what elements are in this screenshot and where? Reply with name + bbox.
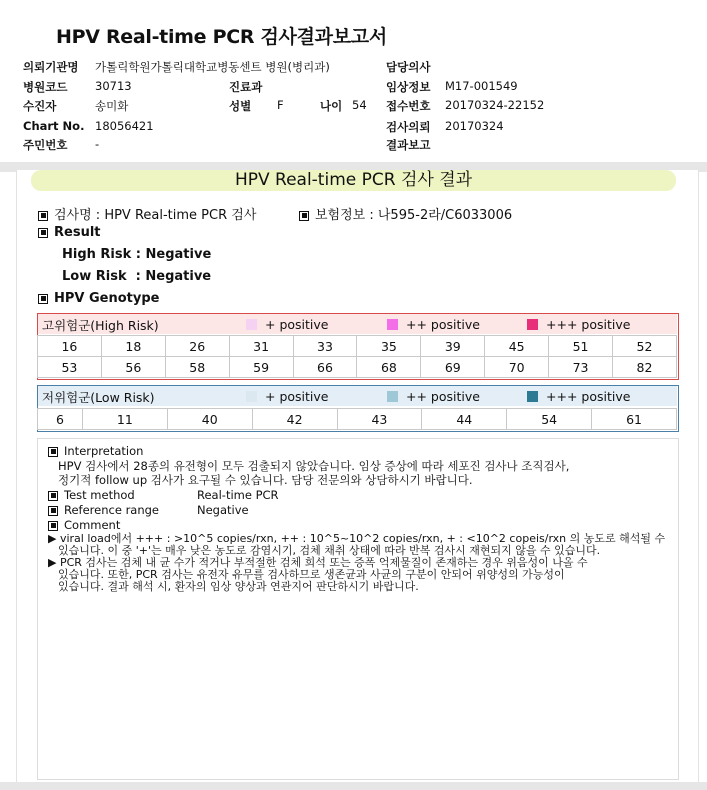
age-label: 나이: [320, 99, 343, 113]
hr-legend-2: [387, 317, 480, 332]
result-heading-line: [38, 225, 101, 240]
test-name: 검사명 : HPV Real-time PCR 검사: [54, 208, 257, 223]
low-risk-table: [37, 408, 677, 430]
clinical-label: 임상정보: [386, 80, 431, 94]
hr-legend-3: [527, 317, 630, 332]
hr-legend-1: [246, 317, 328, 332]
interpretation-text-2: 정기적 follow up 검사가 요구될 수 있습니다. 담당 전문의와 상담하시기 바랍니다.: [58, 473, 473, 487]
genotype-cell: 33: [293, 336, 357, 357]
receipt-label: 접수번호: [386, 99, 431, 113]
genotype-cell: 31: [229, 336, 293, 357]
genotype-cell: 35: [357, 336, 421, 357]
genotype-cell: 52: [613, 336, 677, 357]
genotype-cell: 68: [357, 357, 421, 378]
comment-text-1b: 있습니다. 이 중 '+'는 매우 낮은 농도로 감염시기, 검체 채취 상태에 따라 반복 검사시 재현되지 않을 수 있습니다.: [58, 544, 601, 557]
bullet-square-icon: [48, 506, 58, 516]
table-row: [38, 336, 677, 357]
insurance-line: [299, 204, 512, 223]
genotype-cell: 26: [165, 336, 229, 357]
request-date-value: 20170324: [445, 119, 504, 133]
examinee-label: 수진자: [23, 99, 57, 113]
resident-label: 주민번호: [23, 138, 68, 152]
result-report-label: 결과보고: [386, 138, 431, 152]
genotype-cell: 56: [101, 357, 165, 378]
genotype-cell: 53: [38, 357, 102, 378]
genotype-cell: 18: [101, 336, 165, 357]
genotype-cell: 39: [421, 336, 485, 357]
genotype-cell: 16: [38, 336, 102, 357]
comment-text-2a: ▶ PCR 검사는 검체 내 균 수가 적거나 부적절한 검체 희석 또는 증폭 억제물질이 존재하는 경우 위음성이 나올 수: [48, 556, 588, 569]
legend-swatch: [527, 319, 538, 330]
bullet-square-icon: [38, 294, 48, 304]
genotype-cell: 45: [485, 336, 549, 357]
bullet-square-icon: [48, 491, 58, 501]
bullet-square-icon: [299, 211, 309, 221]
institution-value: 가톨릭학원가톨릭대학교병동센트 병원(병리과): [95, 60, 330, 74]
institution-label: 의뢰기관명: [23, 60, 79, 74]
genotype-cell: 42: [252, 409, 337, 430]
legend-swatch: [246, 319, 257, 330]
legend-label: +++ positive: [546, 389, 631, 404]
legend-swatch: [387, 319, 398, 330]
test-method-value: Real-time PCR: [197, 488, 279, 502]
lr-legend-3: [527, 389, 630, 404]
bullet-square-icon: [38, 211, 48, 221]
genotype-cell: 73: [549, 357, 613, 378]
sex-value: F: [277, 98, 284, 112]
comment-line: [48, 518, 120, 532]
examinee-value: 송미화: [95, 99, 129, 113]
test-name-line: [38, 204, 256, 223]
hospital-code-value: 30713: [95, 79, 132, 93]
report-title: HPV Real-time PCR 검사결과보고서: [56, 26, 387, 48]
table-row: [38, 357, 677, 378]
genotype-heading: HPV Genotype: [54, 291, 160, 306]
genotype-cell: 82: [613, 357, 677, 378]
comment-text-2c: 있습니다. 결과 해석 시, 환자의 임상 양상과 연관지어 판단하시기 바랍니다.: [58, 580, 419, 593]
genotype-cell: 54: [507, 409, 592, 430]
sex-label: 성별: [229, 99, 252, 113]
genotype-cell: 70: [485, 357, 549, 378]
genotype-cell: 44: [422, 409, 507, 430]
interpretation-heading: Interpretation: [64, 444, 144, 458]
genotype-cell: 59: [229, 357, 293, 378]
bullet-square-icon: [48, 447, 58, 457]
resident-value: -: [95, 137, 100, 151]
reference-range-label: Reference range: [64, 503, 160, 517]
low-risk-title: 저위험군(Low Risk): [42, 390, 155, 405]
genotype-cell: 69: [421, 357, 485, 378]
comment-text-1a: ▶ viral load에서 +++ : >10^5 copies/rxn, ++ : 10^5~10^2 copies/rxn, + : <10^2 copeis/rxn 의 농도로 해석될 수: [48, 532, 666, 545]
high-risk-result: High Risk : Negative: [62, 247, 212, 262]
legend-label: + positive: [265, 389, 329, 404]
legend-label: + positive: [265, 317, 329, 332]
bullet-square-icon: [38, 228, 48, 238]
test-method-label: Test method: [64, 488, 135, 502]
low-risk-result: Low Risk : Negative: [62, 269, 212, 284]
legend-label: ++ positive: [406, 389, 480, 404]
result-heading: Result: [54, 225, 101, 240]
legend-swatch: [246, 391, 257, 402]
doctor-label: 담당의사: [386, 60, 431, 74]
genotype-cell: 6: [38, 409, 83, 430]
table-row: [38, 409, 677, 430]
comment-text-2b: 있습니다. 또한, PCR 검사는 유전자 유무를 검사하므로 생존균과 사균의 구분이 안되어 위양성의 가능성이: [58, 568, 565, 581]
test-method-line: [48, 488, 135, 502]
interpretation-text-1: HPV 검사에서 28종의 유전형이 모두 검출되지 않았습니다. 임상 증상에 따라 세포진 검사나 조직검사,: [58, 459, 570, 473]
insurance-info: 보험정보 : 나595-2라/C6033006: [315, 208, 513, 223]
genotype-cell: 61: [592, 409, 677, 430]
reference-range-line: [48, 503, 159, 517]
high-risk-title: 고위험군(High Risk): [42, 318, 159, 333]
genotype-cell: 66: [293, 357, 357, 378]
genotype-cell: 11: [82, 409, 167, 430]
legend-swatch: [527, 391, 538, 402]
genotype-cell: 43: [337, 409, 422, 430]
chart-label: Chart No.: [23, 119, 85, 133]
request-date-label: 검사의뢰: [386, 120, 431, 134]
clinical-value: M17-001549: [445, 79, 518, 93]
comment-label: Comment: [64, 518, 121, 532]
genotype-cell: 58: [165, 357, 229, 378]
result-section-title: HPV Real-time PCR 검사 결과: [31, 170, 676, 191]
lr-legend-1: [246, 389, 328, 404]
genotype-heading-line: [38, 291, 159, 306]
legend-label: +++ positive: [546, 317, 631, 332]
genotype-cell: 40: [167, 409, 252, 430]
footer-band: [0, 782, 707, 790]
reference-range-value: Negative: [197, 503, 249, 517]
lr-legend-2: [387, 389, 480, 404]
interpretation-heading-line: [48, 444, 143, 458]
genotype-cell: 51: [549, 336, 613, 357]
legend-label: ++ positive: [406, 317, 480, 332]
receipt-value: 20170324-22152: [445, 98, 545, 112]
legend-swatch: [387, 391, 398, 402]
bullet-square-icon: [48, 521, 58, 531]
department-label: 진료과: [229, 80, 263, 94]
high-risk-table: [37, 335, 677, 378]
hospital-code-label: 병원코드: [23, 80, 68, 94]
age-value: 54: [352, 98, 367, 112]
chart-value: 18056421: [95, 119, 154, 133]
